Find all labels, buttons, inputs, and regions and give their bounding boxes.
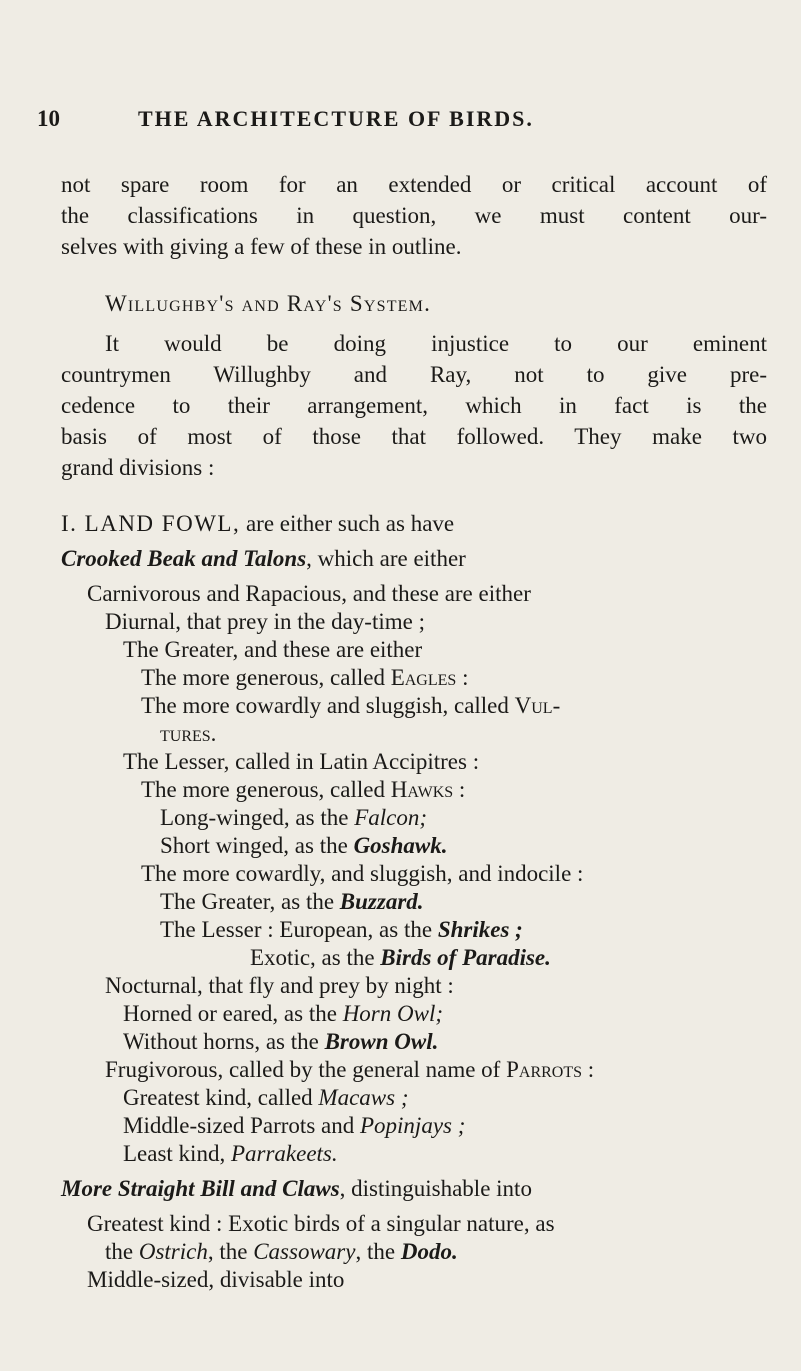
outline-line: Middle-sized Parrots and Popinjays ;	[123, 1113, 466, 1138]
paragraph-line: basis of most of those that followed. They make two	[61, 424, 767, 449]
outline-line: The more cowardly, and sluggish, and indocile :	[141, 861, 584, 886]
paragraph-line: cedence to their arrangement, which in fact is the	[61, 393, 767, 418]
paragraph-line: not spare room for an extended or critical account of	[61, 172, 767, 197]
outline-line: Middle-sized, divisable into	[87, 1267, 345, 1292]
outline-line: The more generous, called Eagles :	[141, 665, 469, 690]
paragraph-line: grand divisions :	[61, 455, 215, 480]
page-number: 10	[37, 106, 60, 131]
paragraph-line: selves with giving a few of these in outline.	[61, 234, 462, 259]
page-header	[0, 106, 801, 142]
outline-line: Greatest kind : Exotic birds of a singular nature, as	[87, 1211, 555, 1236]
outline-line: Least kind, Parrakeets.	[123, 1141, 338, 1166]
paragraph-line: It would be doing injustice to our eminent	[105, 331, 767, 356]
outline-line: Exotic, as the Birds of Paradise.	[250, 945, 551, 970]
outline-line: Greatest kind, called Macaws ;	[123, 1085, 409, 1110]
outline-line: Frugivorous, called by the general name of Parrots :	[105, 1057, 595, 1082]
outline-line: The more cowardly and sluggish, called Vul-	[141, 693, 561, 718]
paragraph-line: the classifications in question, we must content our-	[61, 203, 767, 228]
outline-line: More Straight Bill and Claws, distinguishable into	[61, 1176, 532, 1201]
outline-line: Diurnal, that prey in the day-time ;	[105, 609, 425, 634]
outline-line: The Lesser : European, as the Shrikes ;	[160, 917, 523, 942]
outline-line: Nocturnal, that fly and prey by night :	[105, 973, 454, 998]
land-fowl-label: I. LAND FOWL,	[61, 511, 241, 536]
outline-line: the Ostrich, the Cassowary, the Dodo.	[105, 1239, 458, 1264]
outline-line: Carnivorous and Rapacious, and these are either	[87, 581, 531, 606]
outline-line: Long-winged, as the Falcon;	[160, 805, 427, 830]
outline-line: The Greater, as the Buzzard.	[160, 889, 424, 914]
paragraph-line: countrymen Willughby and Ray, not to give pre-	[61, 362, 767, 387]
section-heading: Willughby's and Ray's System.	[105, 291, 432, 316]
outline-line: tures.	[160, 721, 217, 746]
outline-line: Short winged, as the Goshawk.	[160, 833, 448, 858]
outline-line: Horned or eared, as the Horn Owl;	[123, 1001, 443, 1026]
outline-line: The Lesser, called in Latin Accipitres :	[123, 749, 480, 774]
outline-line: The Greater, and these are either	[123, 637, 423, 662]
outline-line: Without horns, as the Brown Owl.	[123, 1029, 439, 1054]
outline-line: The more generous, called Hawks :	[141, 777, 466, 802]
outline-line: Crooked Beak and Talons, which are either	[61, 546, 466, 571]
running-title: THE ARCHITECTURE OF BIRDS.	[138, 106, 534, 131]
outline-line: I. LAND FOWL, are either such as have	[61, 511, 455, 536]
